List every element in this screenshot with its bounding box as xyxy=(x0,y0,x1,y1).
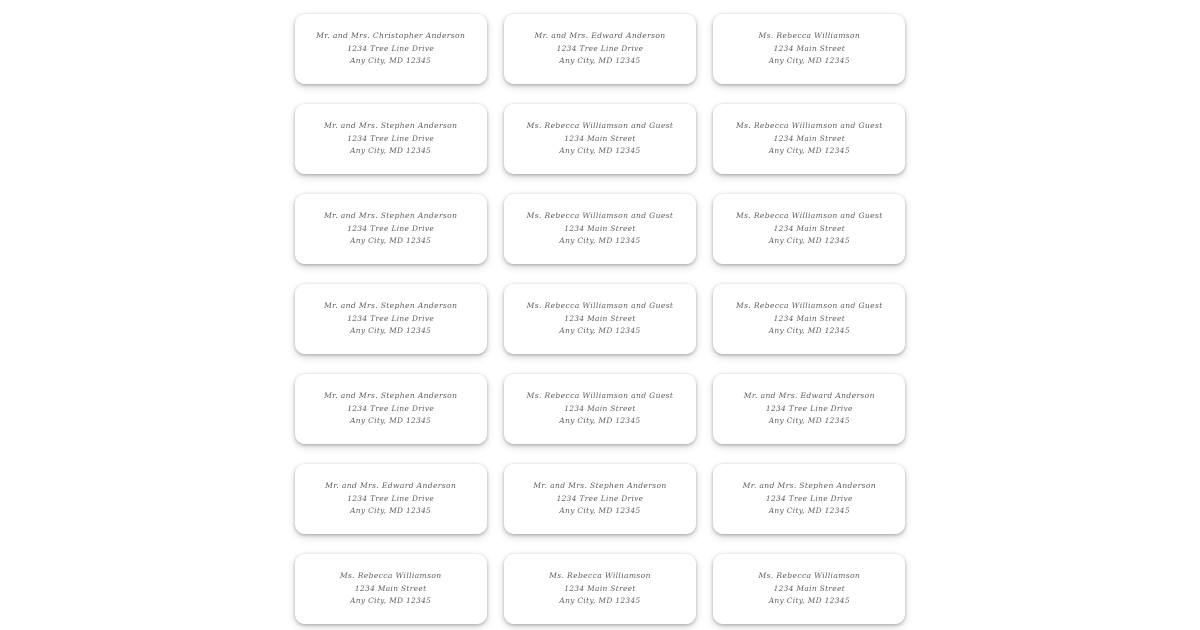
label-grid xyxy=(290,0,910,630)
address-label[interactable] xyxy=(713,104,905,174)
label-cell xyxy=(499,364,700,454)
street-address: 1234 Tree Line Drive xyxy=(347,493,435,503)
city-state-zip: Any City, MD 12345 xyxy=(768,596,850,606)
street-address: 1234 Tree Line Drive xyxy=(347,313,435,323)
street-address: 1234 Main Street xyxy=(773,223,846,233)
address-label[interactable] xyxy=(295,464,487,534)
city-state-zip: Any City, MD 12345 xyxy=(350,596,432,606)
city-state-zip: Any City, MD 12345 xyxy=(768,236,850,246)
address-label[interactable] xyxy=(713,554,905,624)
recipient-name: Ms. Rebecca Williamson xyxy=(339,571,442,581)
address-label[interactable] xyxy=(504,554,696,624)
address-label[interactable] xyxy=(504,284,696,354)
recipient-name: Ms. Rebecca Williamson and Guest xyxy=(526,211,674,221)
address-label[interactable] xyxy=(504,464,696,534)
label-sheet xyxy=(290,0,910,630)
label-cell xyxy=(499,184,700,274)
label-cell xyxy=(499,94,700,184)
street-address: 1234 Main Street xyxy=(564,223,636,233)
recipient-name: Ms. Rebecca Williamson and Guest xyxy=(526,301,674,311)
recipient-name: Mr. and Mrs. Stephen Anderson xyxy=(323,391,458,401)
label-cell xyxy=(709,4,910,94)
city-state-zip: Any City, MD 12345 xyxy=(559,416,641,426)
city-state-zip: Any City, MD 12345 xyxy=(559,56,641,66)
street-address: 1234 Main Street xyxy=(354,583,427,593)
city-state-zip: Any City, MD 12345 xyxy=(559,506,641,516)
address-label[interactable] xyxy=(713,374,905,444)
recipient-name: Ms. Rebecca Williamson xyxy=(549,571,651,581)
street-address: 1234 Tree Line Drive xyxy=(556,43,644,53)
city-state-zip: Any City, MD 12345 xyxy=(559,236,641,246)
label-cell xyxy=(290,364,491,454)
address-label[interactable] xyxy=(713,14,905,84)
label-cell xyxy=(709,454,910,544)
recipient-name: Mr. and Mrs. Stephen Anderson xyxy=(323,301,458,311)
label-cell xyxy=(499,544,700,630)
recipient-name: Mr. and Mrs. Edward Anderson xyxy=(743,391,875,401)
street-address: 1234 Main Street xyxy=(773,43,846,53)
recipient-name: Mr. and Mrs. Edward Anderson xyxy=(534,31,666,41)
city-state-zip: Any City, MD 12345 xyxy=(559,146,641,156)
label-cell xyxy=(709,544,910,630)
recipient-name: Ms. Rebecca Williamson and Guest xyxy=(526,121,674,131)
city-state-zip: Any City, MD 12345 xyxy=(768,326,850,336)
address-label[interactable] xyxy=(295,194,487,264)
address-label[interactable] xyxy=(504,104,696,174)
city-state-zip: Any City, MD 12345 xyxy=(350,56,432,66)
address-label[interactable] xyxy=(504,194,696,264)
street-address: 1234 Tree Line Drive xyxy=(347,403,435,413)
street-address: 1234 Main Street xyxy=(773,583,846,593)
city-state-zip: Any City, MD 12345 xyxy=(768,146,850,156)
recipient-name: Mr. and Mrs. Stephen Anderson xyxy=(533,481,667,491)
street-address: 1234 Tree Line Drive xyxy=(347,223,435,233)
street-address: 1234 Tree Line Drive xyxy=(765,493,853,503)
city-state-zip: Any City, MD 12345 xyxy=(559,326,641,336)
address-label[interactable] xyxy=(295,14,487,84)
label-cell xyxy=(290,544,491,630)
recipient-name: Mr. and Mrs. Stephen Anderson xyxy=(323,121,458,131)
street-address: 1234 Main Street xyxy=(564,133,636,143)
address-label[interactable] xyxy=(295,284,487,354)
label-cell xyxy=(290,274,491,364)
label-cell xyxy=(499,4,700,94)
recipient-name: Mr. and Mrs. Christopher Anderson xyxy=(316,31,466,41)
label-cell xyxy=(709,94,910,184)
recipient-name: Ms. Rebecca Williamson and Guest xyxy=(526,391,674,401)
address-label[interactable] xyxy=(295,104,487,174)
recipient-name: Mr. and Mrs. Stephen Anderson xyxy=(323,211,458,221)
city-state-zip: Any City, MD 12345 xyxy=(350,506,432,516)
address-label[interactable] xyxy=(295,554,487,624)
city-state-zip: Any City, MD 12345 xyxy=(559,596,641,606)
label-cell xyxy=(709,364,910,454)
label-cell xyxy=(290,184,491,274)
address-label[interactable] xyxy=(295,374,487,444)
city-state-zip: Any City, MD 12345 xyxy=(350,236,432,246)
label-cell xyxy=(709,274,910,364)
street-address: 1234 Main Street xyxy=(773,313,846,323)
street-address: 1234 Tree Line Drive xyxy=(347,43,435,53)
recipient-name: Ms. Rebecca Williamson and Guest xyxy=(735,211,883,221)
recipient-name: Ms. Rebecca Williamson and Guest xyxy=(735,301,883,311)
recipient-name: Ms. Rebecca Williamson xyxy=(758,571,861,581)
street-address: 1234 Tree Line Drive xyxy=(765,403,853,413)
label-cell xyxy=(290,4,491,94)
recipient-name: Ms. Rebecca Williamson and Guest xyxy=(735,121,883,131)
label-cell xyxy=(709,184,910,274)
address-label[interactable] xyxy=(713,284,905,354)
city-state-zip: Any City, MD 12345 xyxy=(768,416,850,426)
city-state-zip: Any City, MD 12345 xyxy=(350,146,432,156)
address-label[interactable] xyxy=(504,14,696,84)
city-state-zip: Any City, MD 12345 xyxy=(768,506,850,516)
recipient-name: Mr. and Mrs. Edward Anderson xyxy=(325,481,457,491)
city-state-zip: Any City, MD 12345 xyxy=(768,56,850,66)
address-label[interactable] xyxy=(713,194,905,264)
address-label[interactable] xyxy=(504,374,696,444)
street-address: 1234 Tree Line Drive xyxy=(347,133,435,143)
label-cell xyxy=(290,94,491,184)
recipient-name: Ms. Rebecca Williamson xyxy=(758,31,861,41)
recipient-name: Mr. and Mrs. Stephen Anderson xyxy=(742,481,876,491)
street-address: 1234 Tree Line Drive xyxy=(556,493,644,503)
label-cell xyxy=(499,454,700,544)
label-cell xyxy=(290,454,491,544)
street-address: 1234 Main Street xyxy=(564,403,636,413)
city-state-zip: Any City, MD 12345 xyxy=(350,326,432,336)
street-address: 1234 Main Street xyxy=(773,133,846,143)
label-cell xyxy=(499,274,700,364)
street-address: 1234 Main Street xyxy=(564,313,636,323)
address-label[interactable] xyxy=(713,464,905,534)
city-state-zip: Any City, MD 12345 xyxy=(350,416,432,426)
street-address: 1234 Main Street xyxy=(564,583,636,593)
